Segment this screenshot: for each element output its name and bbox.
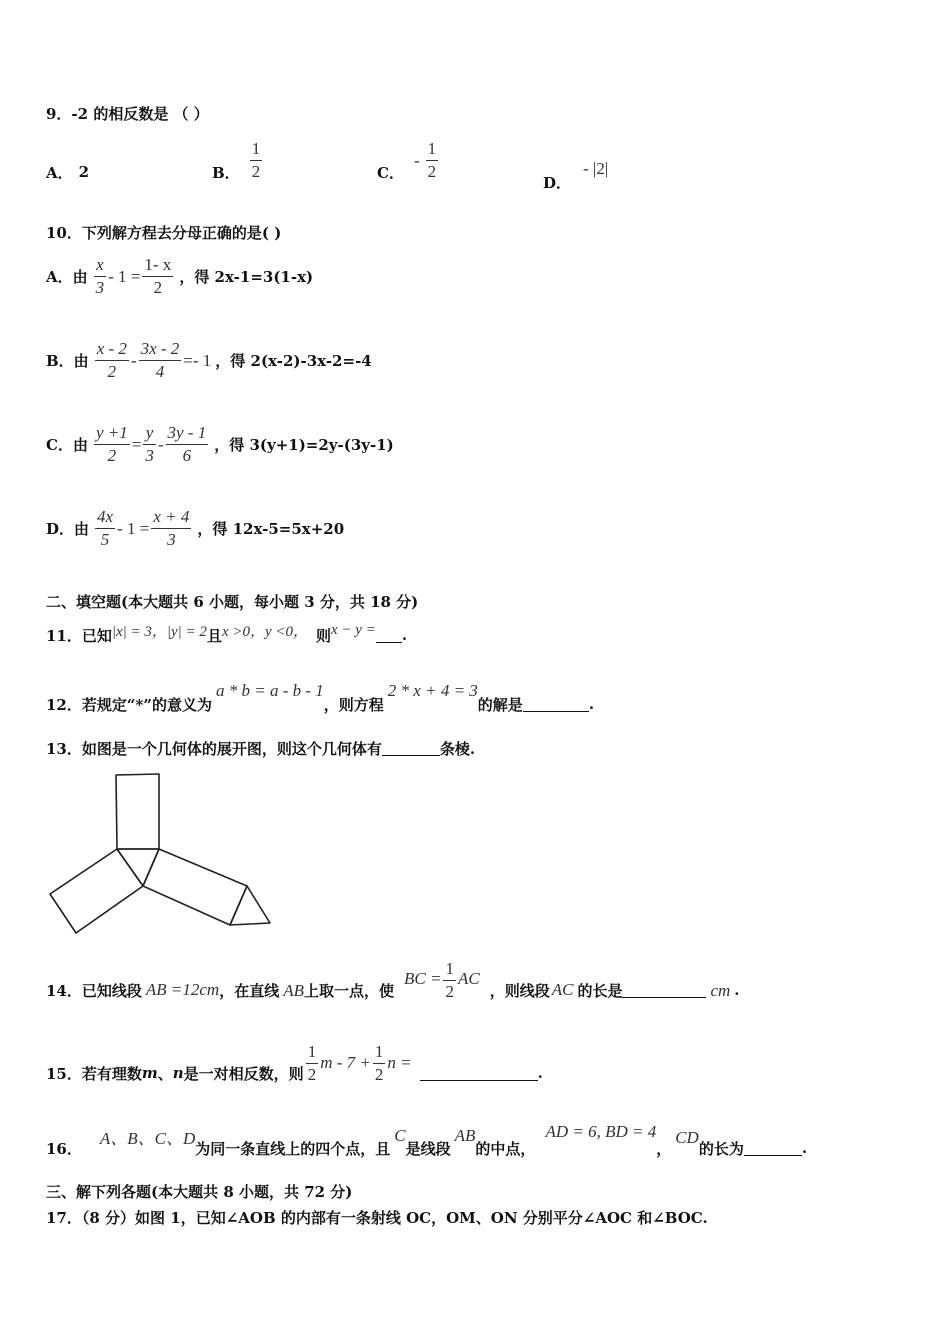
- q14-lhs: BC =: [404, 969, 442, 988]
- net-left-rectangle: [50, 849, 143, 933]
- q10-option-b: [46, 338, 372, 383]
- q15-fraction2-den: 2: [374, 1064, 384, 1084]
- q15-fraction1-den: 2: [307, 1064, 317, 1084]
- q10-d-frac1-num: 4x: [95, 506, 115, 529]
- q9-option-a-text: 2: [78, 163, 90, 181]
- q10-c-frac2-den: 3: [145, 446, 154, 465]
- q10-c-result: ，得 3(y+1)=2y-(3y-1): [214, 436, 394, 454]
- q10-d-label: D．由: [46, 520, 90, 538]
- q15-separator: 、: [157, 1064, 173, 1083]
- q10-b-frac2: [139, 338, 182, 383]
- q14-mid4: 的长是: [577, 981, 623, 1000]
- q10-a-frac1-num: x: [94, 254, 107, 277]
- q10-c-frac1: [94, 422, 130, 467]
- q15-term1: m - 7 +: [320, 1053, 371, 1072]
- q10-c-op1: =: [131, 434, 142, 454]
- q10-b-label: B．由: [46, 352, 89, 370]
- q9-option-a-label: A．: [46, 163, 73, 182]
- q10-b-frac1-num: x - 2: [95, 338, 129, 361]
- q10-a-frac2-den: 2: [153, 278, 163, 297]
- q10-option-a: [46, 254, 313, 299]
- q10-b-result: ，得 2(x-2)-3x-2=-4: [215, 352, 372, 370]
- q12-period: .: [588, 695, 595, 713]
- q16-mid2: 是线段: [405, 1139, 451, 1158]
- q15-fraction1-num: 1: [306, 1041, 319, 1064]
- q16-answer-blank[interactable]: [744, 1141, 802, 1156]
- q11-period: .: [401, 626, 408, 644]
- q9-c-numerator: 1: [426, 138, 439, 161]
- net-top-rectangle: [116, 774, 159, 849]
- q9-c-sign: -: [413, 150, 420, 170]
- q15-period: .: [537, 1064, 543, 1082]
- q10-c-frac3: [166, 422, 209, 467]
- net-right-rectangle: [143, 849, 247, 925]
- q10-b-frac1-den: 2: [107, 362, 117, 381]
- q10-d-frac1-den: 5: [100, 530, 110, 549]
- q9-option-c-label: C．: [377, 164, 404, 182]
- q10-option-d: [46, 506, 344, 551]
- q9-option-c-fraction: [426, 138, 439, 183]
- q10-a-op: - 1 =: [108, 266, 141, 286]
- q16-point-c: C: [394, 1126, 406, 1145]
- q14-mid3: ，则线段: [489, 981, 550, 1000]
- q10-d-frac2-num: x + 4: [151, 506, 191, 529]
- q10-c-frac1-den: 2: [107, 446, 117, 465]
- q16-segment-cd: CD: [675, 1128, 699, 1147]
- q13-text: 13．如图是一个几何体的展开图，则这个几何体有: [46, 740, 382, 758]
- q10-b-frac1: [95, 338, 129, 383]
- q11-condition2: x >0，y <0，: [221, 623, 309, 640]
- q10-d-frac1: [95, 506, 115, 551]
- q10-d-result: ，得 12x-5=5x+20: [197, 520, 345, 538]
- net-end-triangle: [230, 886, 270, 925]
- q9-options: [46, 138, 89, 182]
- q10-option-c: [46, 422, 394, 467]
- q15-prefix: 15．若有理数: [46, 1064, 142, 1083]
- q10-a-frac1-den: 3: [95, 278, 105, 297]
- q16-segment-ab: AB: [454, 1126, 476, 1145]
- q10-b-op1: -: [130, 350, 137, 370]
- q14-prefix: 14．已知线段: [46, 981, 142, 1000]
- q10-a-frac2: [142, 254, 173, 299]
- q9-option-b: [212, 138, 264, 183]
- q10-c-frac1-num: y +1: [94, 422, 130, 445]
- q10-a-result: ，得 2x-1=3(1-x): [179, 268, 314, 286]
- q16-mid3: 的中点，: [475, 1139, 536, 1158]
- q11-condition1: |x| = 3，|y| = 2: [111, 623, 207, 640]
- q10-d-frac2-den: 3: [167, 530, 176, 549]
- q16-period: .: [801, 1139, 808, 1157]
- q16-prefix: 16．: [46, 1139, 82, 1158]
- q10-c-frac3-num: 3y - 1: [166, 422, 209, 445]
- q9-b-numerator: 1: [250, 138, 263, 161]
- q10-b-frac2-den: 4: [155, 362, 165, 381]
- q10-a-frac2-num: 1- x: [142, 254, 173, 277]
- q11-and: 且: [206, 626, 222, 645]
- q16: [46, 1122, 807, 1158]
- q14-segment2: AC: [551, 980, 574, 999]
- q13-tail: 条棱.: [439, 740, 476, 758]
- q13: [46, 738, 475, 759]
- q16-mid1: 为同一条直线上的四个点，且: [195, 1139, 391, 1158]
- q11-answer-blank[interactable]: [376, 628, 402, 643]
- q10-c-frac2: [143, 422, 156, 467]
- q9-d-expression: - |2|: [583, 158, 609, 178]
- q11-then: 则: [316, 626, 332, 645]
- q11-expression: x − y =: [331, 621, 376, 638]
- q10-c-frac3-den: 6: [182, 446, 192, 465]
- q10-d-op: - 1 =: [117, 518, 150, 538]
- q14-numerator: 1: [443, 958, 456, 981]
- q9-option-d: [543, 150, 608, 193]
- q11: [46, 620, 407, 650]
- q9-option-d-label: D．: [543, 174, 572, 192]
- q16-comma: ，: [656, 1139, 672, 1158]
- q15-term2: n =: [387, 1053, 412, 1072]
- q10-stem: 10．下列解方程去分母正确的是( ): [46, 224, 282, 242]
- q10-a-label: A．由: [46, 268, 88, 286]
- q14-period: .: [734, 981, 740, 999]
- q14-unit: cm: [710, 981, 731, 1000]
- q12-prefix: 12．若规定“*”的意义为: [46, 695, 212, 714]
- q14-segment: AB =12cm: [145, 980, 220, 999]
- q16-given: AD = 6, BD = 4: [545, 1122, 657, 1141]
- q12-answer-blank[interactable]: [523, 697, 589, 712]
- q10-a-frac1: [94, 254, 107, 299]
- q10-b-op2: =- 1: [183, 350, 212, 370]
- q9-b-denominator: 2: [251, 162, 261, 181]
- q11-prefix: 11．已知: [46, 626, 112, 645]
- q9-stem: 9．-2 的相反数是 （ ）: [46, 105, 209, 123]
- q16-mid4: 的长为: [698, 1139, 744, 1158]
- q10-c-op2: -: [157, 434, 164, 454]
- q10-c-label: C．由: [46, 436, 88, 454]
- q15-fraction2: [373, 1041, 386, 1086]
- q15-fraction2-num: 1: [373, 1041, 386, 1064]
- q9-c-denominator: 2: [427, 162, 437, 181]
- q15-mid: 是一对相反数，则: [183, 1064, 304, 1083]
- q10-b-frac2-num: 3x - 2: [139, 338, 182, 361]
- q17-text: 17．（8 分）如图 1，已知∠AOB 的内部有一条射线 OC，OM、ON 分别平分∠AOC 和∠BOC.: [46, 1209, 708, 1227]
- q12-mid: ，则方程: [323, 695, 384, 714]
- q9-option-b-fraction: [250, 138, 263, 183]
- q15: [46, 1040, 543, 1086]
- q13-answer-blank[interactable]: [382, 741, 440, 756]
- q14-mid1: ，在直线: [219, 981, 280, 1000]
- q15-fraction1: [306, 1041, 319, 1086]
- q14-line: AB: [283, 981, 304, 1000]
- section2-title: 二、填空题(本大题共 6 小题，每小题 3 分，共 18 分): [46, 593, 419, 611]
- q15-answer-blank[interactable]: [420, 1066, 538, 1081]
- q9-option-c: [377, 138, 440, 183]
- net-center-triangle: [117, 849, 159, 886]
- q14-fraction: [443, 958, 456, 1003]
- q14-mid2: 上取一点，使: [303, 981, 394, 1000]
- q9-option-b-label: B．: [212, 164, 240, 182]
- q15-m: m: [141, 1064, 158, 1082]
- q12: [46, 676, 594, 716]
- q15-n: n: [172, 1064, 184, 1082]
- q12-equation: 2 * x + 4 = 3: [387, 681, 478, 700]
- q10-c-frac2-num: y: [143, 422, 156, 445]
- section3-title: 三、解下列各题(本大题共 8 小题，共 72 分): [46, 1183, 353, 1201]
- prism-net-figure: [40, 768, 280, 943]
- q14-rhs: AC: [457, 969, 480, 988]
- q12-tail: 的解是: [477, 695, 523, 714]
- q14: [46, 958, 740, 1002]
- q12-definition: a * b = a - b - 1: [215, 681, 324, 700]
- q16-points: A、B、C、D: [99, 1128, 196, 1148]
- q14-answer-blank[interactable]: [622, 983, 706, 998]
- q10-d-frac2: [151, 506, 191, 551]
- q14-denominator: 2: [445, 981, 454, 1001]
